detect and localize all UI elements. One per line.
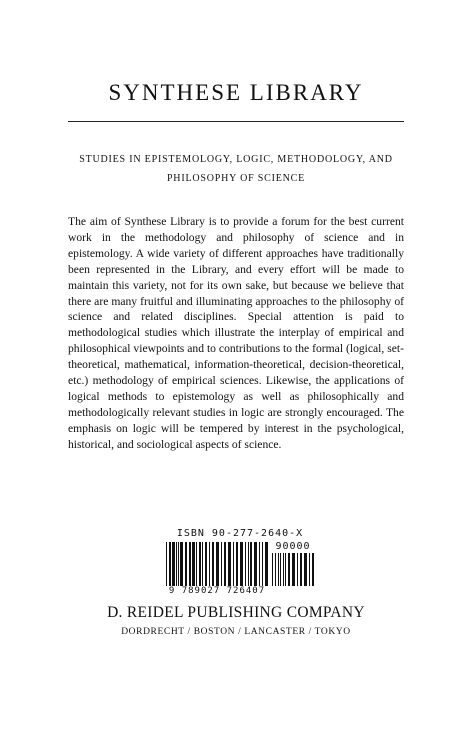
barcode-bar — [172, 542, 175, 586]
series-subtitle — [0, 150, 472, 188]
barcode-bar — [169, 542, 171, 586]
barcode-bar — [272, 553, 273, 586]
subtitle-line-2: PHILOSOPHY OF SCIENCE — [166, 173, 306, 184]
barcode-bar — [254, 542, 257, 586]
barcode-bar — [212, 542, 214, 586]
barcode-bar — [248, 542, 249, 586]
barcode-bar — [285, 553, 286, 586]
barcode-bar — [233, 542, 234, 586]
barcode-bar — [280, 553, 281, 586]
isbn-label: ISBN 90-277-2640-X — [176, 528, 304, 539]
barcode-bar — [178, 542, 179, 586]
ean-barcode — [165, 542, 269, 586]
barcode-bar — [209, 542, 210, 586]
barcode-bar — [221, 542, 222, 586]
addon-barcode — [271, 553, 315, 586]
barcode-bar — [176, 542, 177, 586]
barcode-bar — [166, 542, 167, 586]
barcode-bar — [236, 542, 238, 586]
barcode-bar — [240, 542, 243, 586]
barcode-bar — [297, 553, 298, 586]
title-rule — [68, 121, 404, 122]
barcode-bar — [309, 553, 310, 586]
barcode-bar — [245, 542, 246, 586]
barcode-bar — [180, 542, 183, 586]
series-description: The aim of Synthese Library is to provide a forum for the best current work in the methodology and philosophy of science and in epistemology. A wide variety of different approaches have traditionally been represented in the Library, and every effort will be made to maintain this variety, not for its own sake, but because we believe that there are many fruitful and illuminating approaches to the philosophy of science and related disciplines. Special attention is paid to methodological studies which illustrate the interplay of empirical and philosophical viewpoints and to contributions to the formal (logical, set-theoretical, mathematical, information-theoretical, decision-theoretical, etc.) methodology of empirical sciences. Likewise, the applications of logical methods to epistemology as well as philosophically and methodologically relevant studies in logic are strongly encouraged. The emphasis on logic will be tempered by interest in the psychological, historical, and sociological aspects of science. — [68, 215, 404, 451]
barcode-bar — [288, 553, 290, 586]
barcode-bar — [304, 553, 307, 586]
barcode-bar — [189, 542, 191, 586]
barcode-bar — [199, 542, 201, 586]
barcode-bar — [300, 553, 302, 586]
series-title: SYNTHESE LIBRARY — [108, 80, 364, 105]
barcode-bar — [312, 553, 314, 586]
barcode-bar — [205, 542, 207, 586]
barcode-bar — [292, 553, 295, 586]
isbn-barcode-block — [165, 528, 315, 598]
barcode-bar — [250, 542, 252, 586]
publisher-cities: DORDRECHT / BOSTON / LANCASTER / TOKYO — [121, 627, 351, 637]
barcode-bar — [283, 553, 284, 586]
ean-number: 9 789027 726407 — [168, 586, 266, 596]
barcode-bar — [192, 542, 195, 586]
barcode-bar — [185, 542, 187, 586]
barcode-bar — [262, 542, 263, 586]
barcode-bar — [224, 542, 226, 586]
publisher-name: D. REIDEL PUBLISHING COMPANY — [107, 604, 365, 621]
barcode-bar — [275, 553, 276, 586]
barcode-bar — [265, 542, 268, 586]
barcode-bar — [202, 542, 203, 586]
barcode-bar — [228, 542, 231, 586]
price-addon-code: 90000 — [275, 541, 311, 552]
barcode-bar — [196, 542, 197, 586]
subtitle-line-1: STUDIES IN EPISTEMOLOGY, LOGIC, METHODOLOGY, AND — [79, 154, 393, 165]
barcode-bar — [259, 542, 260, 586]
barcode-bar — [216, 542, 219, 586]
barcode-bar — [278, 553, 279, 586]
